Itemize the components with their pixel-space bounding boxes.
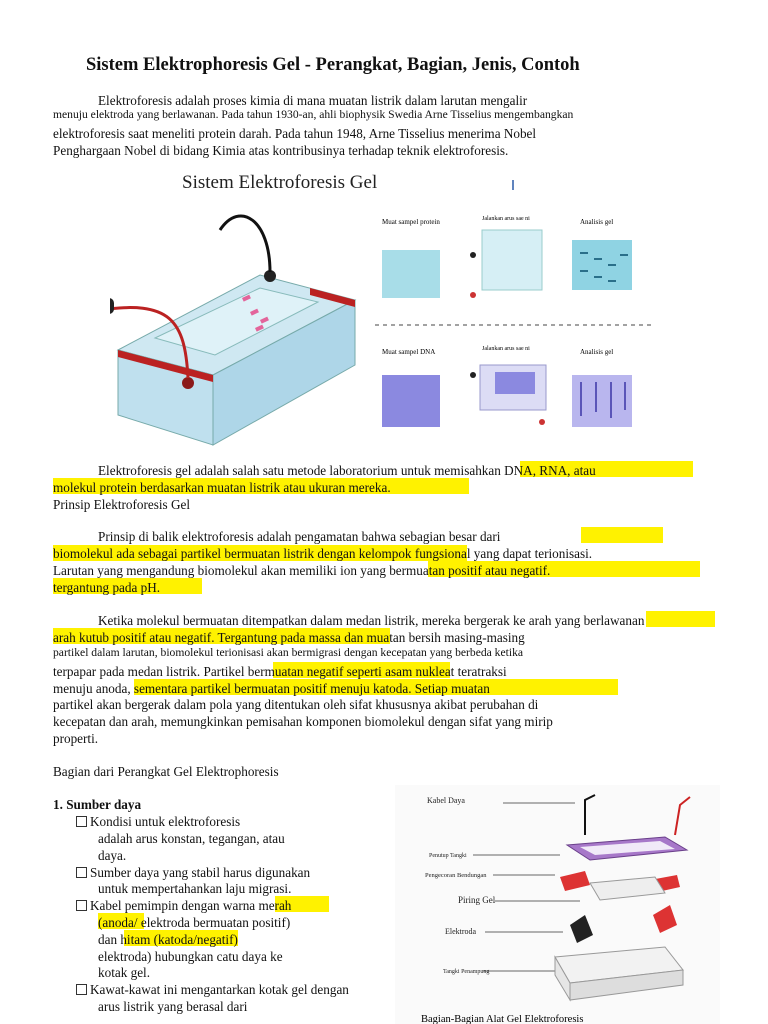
bullet-continuation: arus listrik yang berasal dari (98, 999, 248, 1014)
section-heading: Prinsip Elektroforesis Gel (53, 497, 190, 512)
label-casting-dam: Pengecoran Bendungan (425, 872, 487, 879)
bullet-continuation: adalah arus konstan, tegangan, atau (98, 831, 285, 846)
apparatus-parts-figure (395, 785, 720, 1024)
label-run-1: Jalankan arus sae ni (482, 216, 530, 222)
electrophoresis-system-figure (110, 160, 655, 452)
checkbox-glyph-icon (76, 984, 87, 995)
label-power-cable: Kabel Daya (427, 796, 465, 805)
bullet-continuation: (anoda/ elektroda bermuatan positif) (98, 915, 291, 930)
paragraph-line: Elektroforesis gel adalah salah satu metode laboratorium untuk memisahkan DNA, RNA, atau (98, 463, 596, 478)
figure-title: Sistem Elektroforesis Gel (182, 172, 378, 193)
bullet-continuation: daya. (98, 848, 127, 863)
bullet-item: Kawat-kawat ini mengantarkan kotak gel dengan (76, 981, 349, 998)
subsection-title: 1. Sumber daya (53, 797, 142, 812)
intro-line: menuju elektroda yang berlawanan. Pada tahun 1930-an, ahli biophysik Swedia Arne Tisselius mengembangkan (53, 108, 574, 121)
paragraph-line: Larutan yang mengandung biomolekul akan memiliki ion yang bermuatan positif atau negatif. (53, 563, 551, 578)
label-tank-lid: Penutup Tangki (429, 853, 467, 859)
bullet-item: Kabel pemimpin dengan warna merah (76, 897, 291, 914)
bullet-continuation: untuk mempertahankan laju migrasi. (98, 881, 292, 896)
bullet-item: Sumber daya yang stabil harus digunakan (76, 864, 310, 881)
label-electrode: Elektroda (445, 927, 477, 936)
checkbox-glyph-icon (76, 867, 87, 878)
label-buffer-tank: Tangki Penampung (443, 969, 490, 975)
paragraph-line: partikel dalam larutan, biomolekul terionisasi akan bermigrasi dengan kecepatan yang berbeda ketika (53, 646, 524, 659)
label-load-dna: Muat sampel DNA (382, 348, 436, 356)
label-gel-tray: Piring Gel (458, 895, 496, 905)
paragraph-line: partikel akan bergerak dalam pola yang ditentukan oleh sifat khususnya akibat perubahan di (53, 697, 539, 712)
intro-line: Penghargaan Nobel di bidang Kimia atas kontribusinya terhadap teknik elektroforesis. (53, 143, 509, 158)
paragraph-line: biomolekul ada sebagai partikel bermuatan listrik dengan kelompok fungsional yang dapat terionisasi. (53, 546, 593, 561)
figure-caption: Bagian-Bagian Alat Gel Elektroforesis (421, 1014, 584, 1024)
label-analyze-2: Analisis gel (580, 348, 614, 356)
bullet-continuation: kotak gel. (98, 965, 151, 980)
paragraph-line: arah kutub positif atau negatif. Tergantung pada massa dan muatan bersih masing-masing (53, 630, 525, 645)
label-run-2: Jalankan arus sae ni (482, 346, 530, 352)
paragraph-line: terpapar pada medan listrik. Partikel bermuatan negatif seperti asam nukleat teratraksi (53, 664, 507, 679)
page-title: Sistem Elektrophoresis Gel - Perangkat, Bagian, Jenis, Contoh (86, 55, 580, 75)
intro-line: Elektroforesis adalah proses kimia di mana muatan listrik dalam larutan mengalir (98, 93, 528, 108)
paragraph-line: tergantung pada pH. (53, 580, 161, 595)
bullet-continuation: elektroda) hubungkan catu daya ke (98, 949, 283, 964)
paragraph-line: menuju anoda, sementara partikel bermuatan positif menuju katoda. Setiap muatan (53, 681, 490, 696)
paragraph-line: Ketika molekul bermuatan ditempatkan dalam medan listrik, mereka bergerak ke arah yang berlawanan (98, 613, 645, 628)
label-load-protein: Muat sampel protein (382, 218, 440, 226)
checkbox-glyph-icon (76, 900, 87, 911)
paragraph-line: kecepatan dan arah, memungkinkan pemisahan komponen biomolekul dengan sifat yang mirip (53, 714, 553, 729)
checkbox-glyph-icon (76, 816, 87, 827)
label-analyze-1: Analisis gel (580, 218, 614, 226)
paragraph-line: molekul protein berdasarkan muatan listrik atau ukuran mereka. (53, 480, 391, 495)
bullet-item: Kondisi untuk elektroforesis (76, 813, 240, 830)
bullet-continuation: dan hitam (katoda/negatif) (98, 932, 238, 947)
section-heading: Bagian dari Perangkat Gel Elektrophoresis (53, 764, 279, 779)
intro-line: elektroforesis saat meneliti protein darah. Pada tahun 1948, Arne Tisselius menerima Nobel (53, 126, 537, 141)
paragraph-line: Prinsip di balik elektroforesis adalah pengamatan bahwa sebagian besar dari (98, 529, 501, 544)
paragraph-line: properti. (53, 731, 99, 746)
